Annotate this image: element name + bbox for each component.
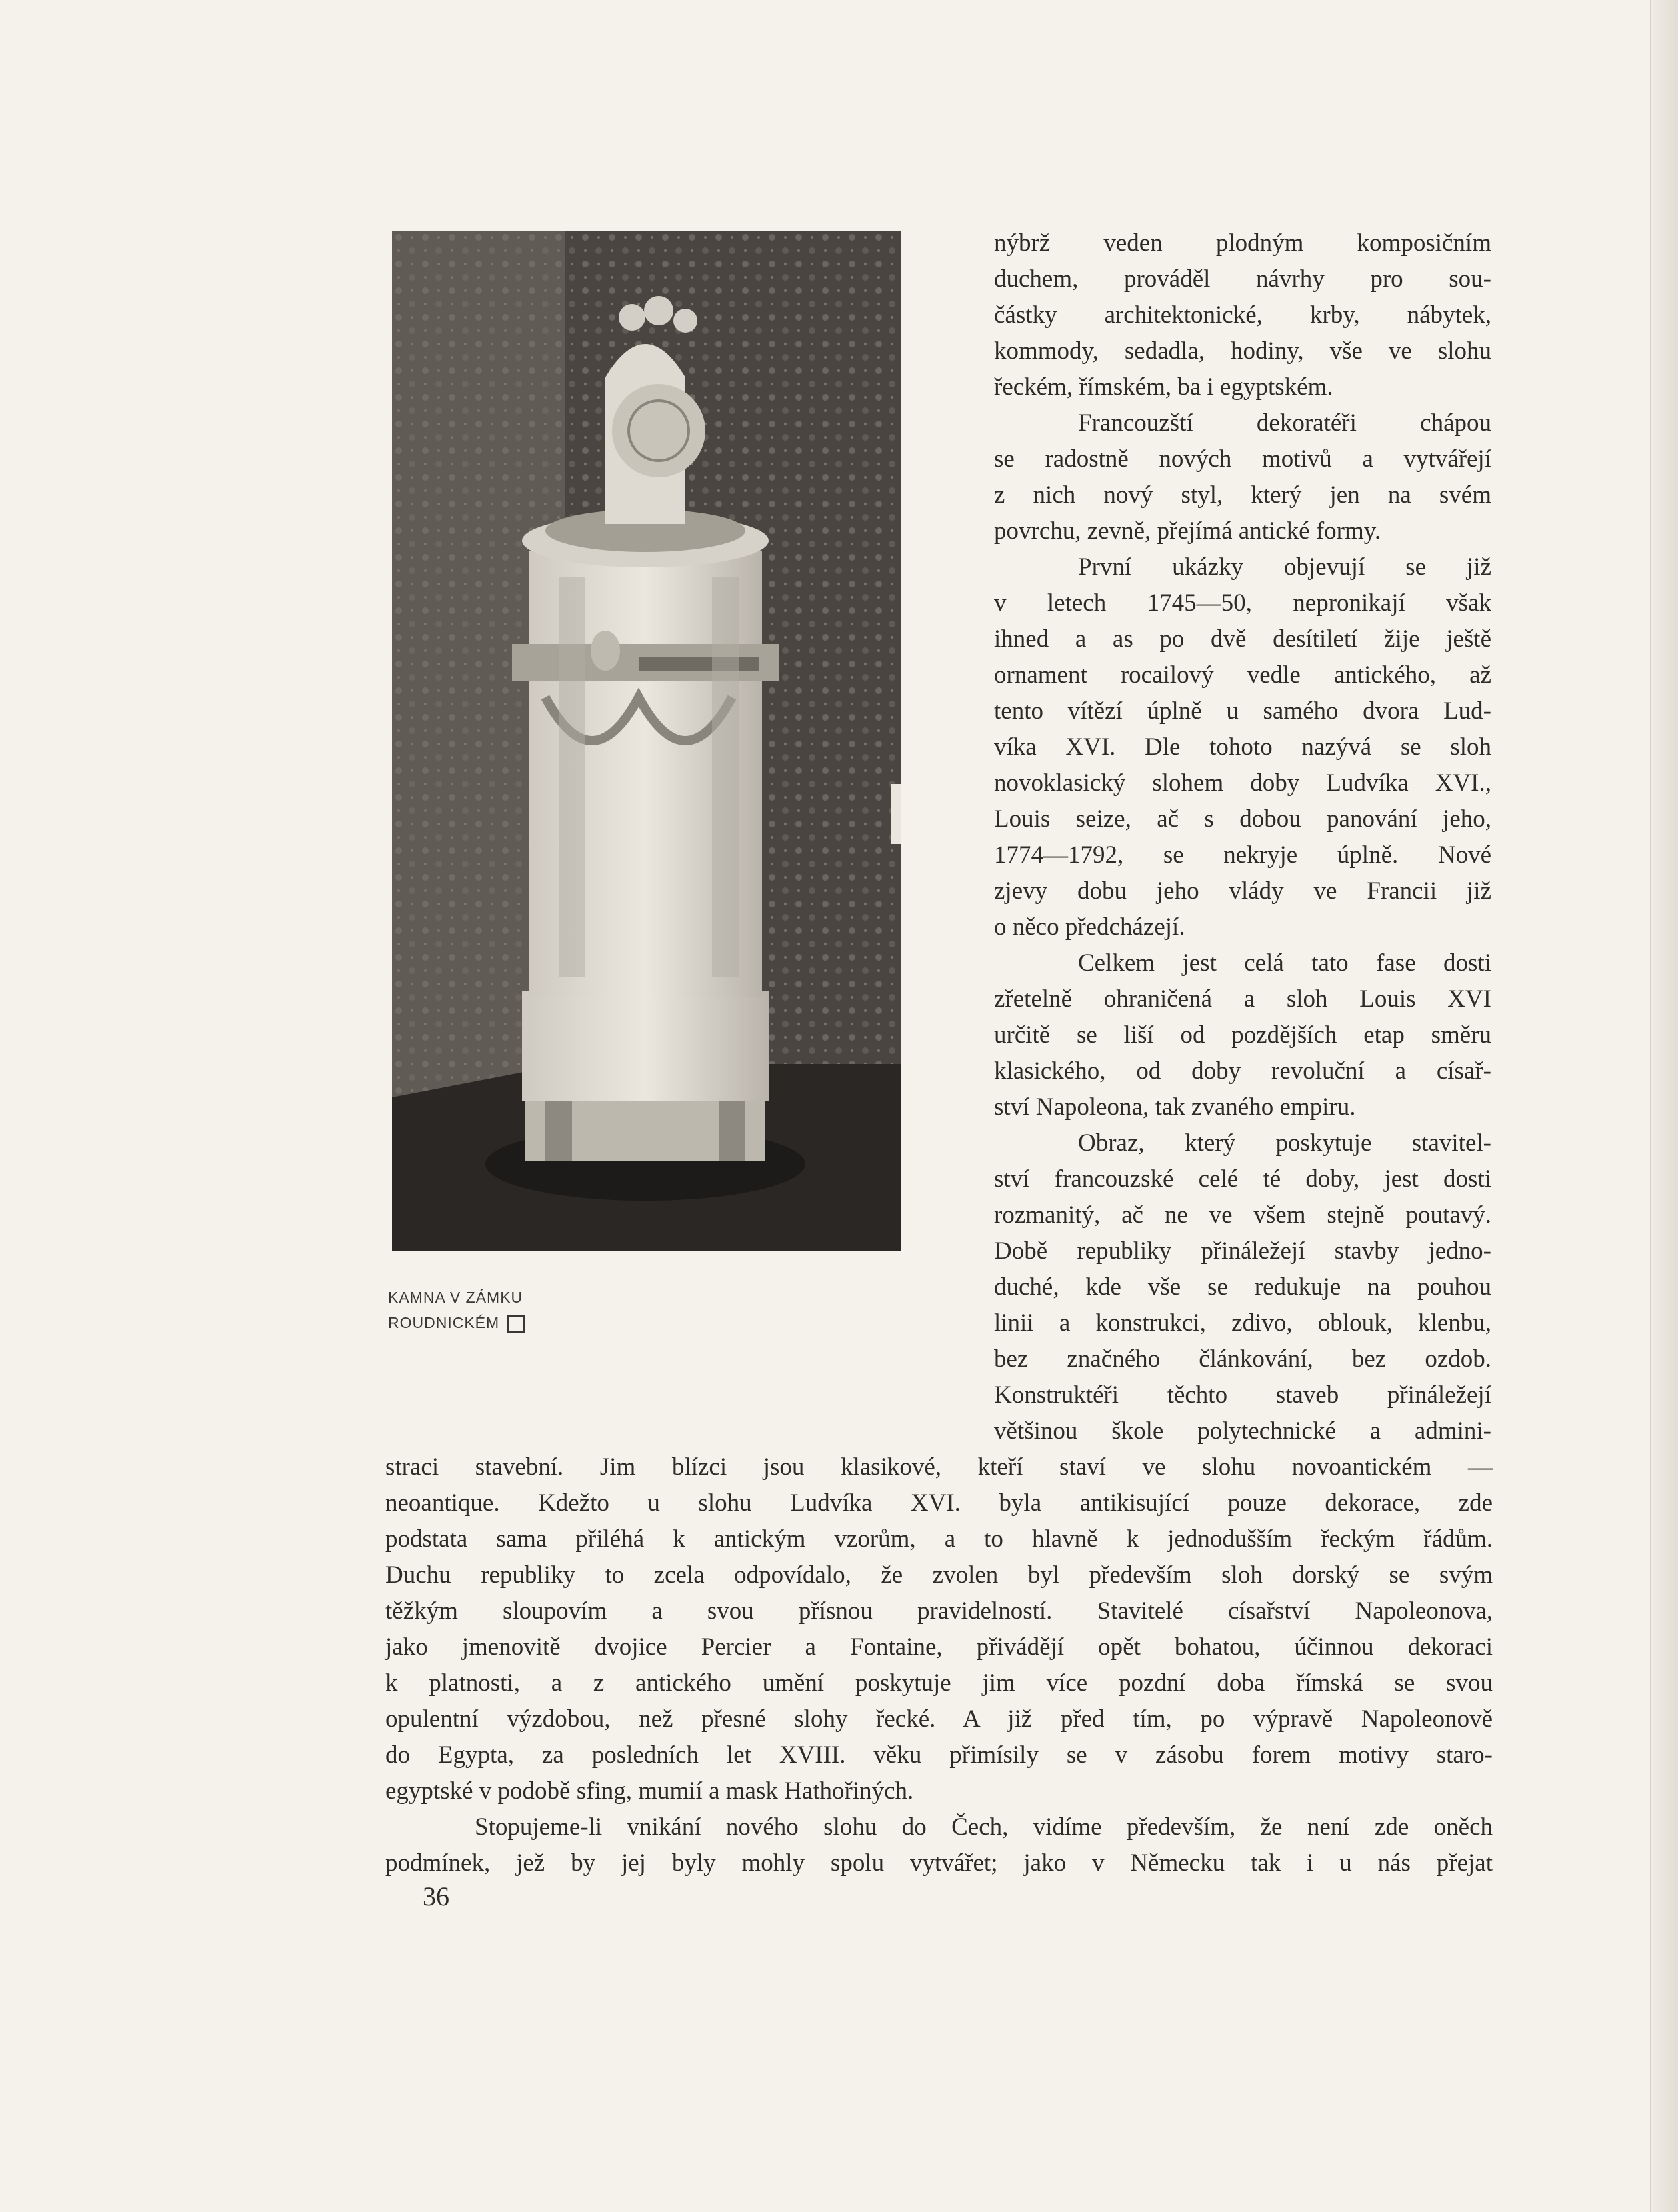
body-text-line: z nich nový styl, který jen na svém (994, 481, 1491, 509)
body-text-line: novoklasický slohem doby Ludvíka XVI., (994, 769, 1491, 797)
body-text-line: zřetelně ohraničená a sloh Louis XVI (994, 985, 1491, 1013)
body-text-line: tento vítězí úplně u samého dvora Lud- (994, 697, 1491, 725)
body-text-line: Stopujeme-li vnikání nového slohu do Čech, vidíme především, že není zde oněch (475, 1813, 1493, 1841)
page-edge (1650, 0, 1678, 2212)
body-text-line: těžkým sloupovím a svou přísnou pravidelností. Stavitelé císařství Napoleonova, (385, 1597, 1493, 1625)
body-text-line: Duchu republiky to zcela odpovídalo, že zvolen byl především sloh dorský se svým (385, 1561, 1493, 1589)
body-text-line: linii a konstrukci, zdivo, oblouk, klenbu, (994, 1309, 1491, 1337)
body-text-line: neoantique. Kdežto u slohu Ludvíka XVI. byla antikisující pouze dekorace, zde (385, 1489, 1493, 1517)
body-text-line: o něco předcházejí. (994, 913, 1185, 941)
caption-line-2 (388, 1310, 588, 1335)
body-text-line: ornament rocailový vedle antického, až (994, 661, 1491, 689)
body-text-line: bez značného článkování, bez ozdob. (994, 1345, 1491, 1373)
body-text-line: určitě se liší od pozdějších etap směru (994, 1021, 1491, 1049)
body-text-line: klasického, od doby revoluční a císař- (994, 1057, 1491, 1085)
body-text-line: duchem, prováděl návrhy pro sou- (994, 265, 1491, 293)
body-text-line: do Egypta, za posledních let XVIII. věku přimísily se v zásobu forem motivy staro- (385, 1741, 1493, 1769)
body-text-line: řeckém, římském, ba i egyptském. (994, 373, 1333, 401)
body-text-line: straci stavební. Jim blízci jsou klasikové, kteří staví ve slohu novoantickém — (385, 1453, 1493, 1481)
stove-photograph (392, 231, 901, 1251)
caption-line-1: KAMNA V ZÁMKU (388, 1289, 523, 1306)
body-text-line: v letech 1745—50, nepronikají však (994, 589, 1491, 617)
body-text-line: nýbrž veden plodným komposičním (994, 229, 1491, 257)
body-text-line: Louis seize, ač s dobou panování jeho, (994, 805, 1491, 833)
body-text-line: První ukázky objevují se již (1078, 553, 1491, 581)
body-text-line: rozmanitý, ač ne ve všem stejně poutavý. (994, 1201, 1491, 1229)
body-text-line: Francouzští dekoratéři chápou (1078, 409, 1491, 437)
body-text-line: částky architektonické, krby, nábytek, (994, 301, 1491, 329)
figure-caption (388, 1285, 588, 1335)
body-text-line: se radostně nových motivů a vytvářejí (994, 445, 1491, 473)
body-text-line: Době republiky přináležejí stavby jedno- (994, 1237, 1491, 1265)
body-text-line: k platnosti, a z antického umění poskytuje jim více pozdní doba římská se svou (385, 1669, 1493, 1697)
caption-line-2-text: ROUDNICKÉM (388, 1314, 500, 1331)
body-text-line: zjevy dobu jeho vlády ve Francii již (994, 877, 1491, 905)
square-ornament-icon (507, 1315, 525, 1333)
body-text-line: povrchu, zevně, přejímá antické formy. (994, 517, 1381, 545)
body-text-line: většinou škole polytechnické a admini- (994, 1417, 1491, 1445)
body-text-line: 1774—1792, se nekryje úplně. Nové (994, 841, 1491, 869)
body-text-line: ství francouzské celé té doby, jest dosti (994, 1165, 1491, 1193)
body-text-line: jako jmenovitě dvojice Percier a Fontaine, přivádějí opět bohatou, účinnou dekoraci (385, 1633, 1493, 1661)
body-text-line: ihned a as po dvě desítiletí žije ještě (994, 625, 1491, 653)
body-text-line: podmínek, jež by jej byly mohly spolu vytvářet; jako v Německu tak i u nás přejat (385, 1849, 1493, 1877)
body-text-line: egyptské v podobě sfing, mumií a mask Hathořiných. (385, 1777, 914, 1805)
page-number: 36 (423, 1881, 449, 1911)
body-text-line: Konstruktéři těchto staveb přináležejí (994, 1381, 1491, 1409)
body-text-line: opulentní výzdobou, než přesné slohy řecké. A již před tím, po výpravě Napoleonově (385, 1705, 1493, 1733)
body-text-line: podstata sama přiléhá k antickým vzorům, a to hlavně k jednodušším řeckým řádům. (385, 1525, 1493, 1553)
body-text-line: kommody, sedadla, hodiny, vše ve slohu (994, 337, 1491, 365)
body-text-line: víka XVI. Dle tohoto nazývá se sloh (994, 733, 1491, 761)
body-text-line: ství Napoleona, tak zvaného empiru. (994, 1093, 1356, 1121)
body-text-line: duché, kde vše se redukuje na pouhou (994, 1273, 1491, 1301)
body-text-line: Obraz, který poskytuje stavitel- (1078, 1129, 1491, 1157)
body-text-line: Celkem jest celá tato fase dosti (1078, 949, 1491, 977)
